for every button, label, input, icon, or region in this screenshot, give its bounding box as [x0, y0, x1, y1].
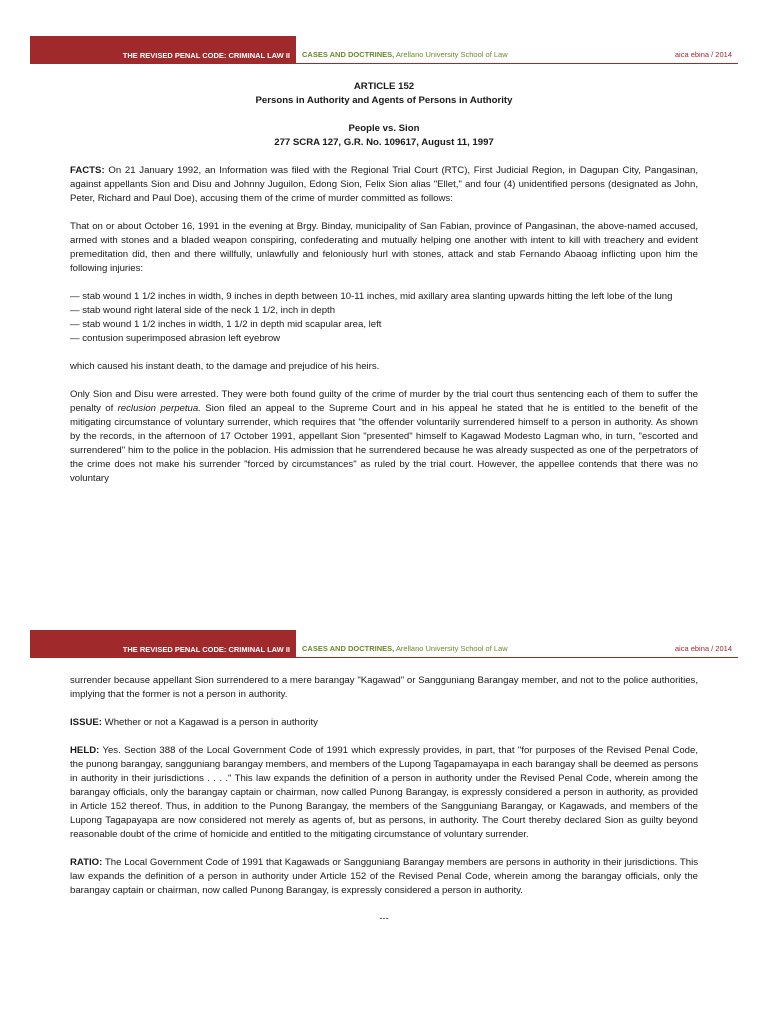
case-name: People vs. Sion	[348, 123, 420, 134]
page-header-2	[30, 630, 738, 658]
issue-paragraph: ISSUE: Whether or not a Kagawad is a person in authority	[70, 717, 318, 728]
injury-list	[70, 290, 698, 346]
list-item: — contusion superimposed abrasion left eyebrow	[70, 333, 281, 344]
article-number: ARTICLE 152	[353, 81, 415, 92]
header-course: THE REVISED PENAL CODE: CRIMINAL LAW II	[30, 36, 296, 64]
held-paragraph: HELD: Yes. Section 388 of the Local Government Code of 1991 which expressly provides, in part, that "for purposes of the Revised Penal Code, the punong barangay, sangguniang barangay members, and members of the Lupong Tagapamayapa in each barangay shall be deemed as persons in authority in their jurisdictions . . . ." This law expands the definition of a person in authority under the Revised Penal Code, wherein among the barangay officials, only the barangay captain or chairman, now called Punong Barangay, is expressly considered a person in authority, as provided in Article 152 thereof. Thus, in addition to the Punong Barangay, the members of the Sangguniang Barangay, or Kagawads, and members of the Lupong Tagapayapa are now considered not merely as agents of, but as persons, in authority. The Court thereby declared Sion as guilty beyond reasonable doubt of the crime of homicide and entitled to the mitigating circumstance of voluntary surrender.	[70, 745, 698, 840]
appeal-paragraph: Only Sion and Disu were arrested. They were both found guilty of the crime of murder by the trial court thus sentencing each of them to suffer the penalty of reclusion perpetua. Sion filed an appeal to the Supreme Court and in his appeal he stated that he is entitled to the benefit of the mitigating circumstance of voluntary surrender, which requires that "the offender voluntarily surrendered himself to a person in authority. As shown by the records, in the afternoon of 17 October 1991, appellant Sion "presented" himself to Kagawad Modesto Lagman who, in turn, "escorted and surrendered" him to the police in the poblacion. His admission that he surrendered because he was already suspected as one of the perpetrators of the crime does not make his surrender "forced by circumstances" as ruled by the trial court. However, the appellee contends that there was no voluntary	[70, 389, 698, 484]
list-item: — stab wound right lateral side of the neck 1 1/2, inch in depth	[70, 305, 336, 316]
header-source: CASES AND DOCTRINES, Arellano University School of Law	[302, 644, 508, 653]
ratio-paragraph: RATIO: The Local Government Code of 1991 that Kagawads or Sangguniang Barangay members are persons in authority in their jurisdictions. This law expands the definition of a person in authority under Article 152 of the Revised Penal Code, wherein among the barangay officials, only the barangay captain or chairman, now called Punong Barangay, is expressly considered a person in authority.	[70, 857, 698, 896]
page-header-1	[30, 36, 738, 64]
page-1-content	[70, 80, 698, 500]
list-item: — stab wound 1 1/2 inches in width, 9 inches in depth between 10-11 inches, mid axillary area slanting upwards hitting the left lobe of the lung	[70, 291, 673, 302]
header-author: aica ebina / 2014	[674, 50, 732, 59]
consequence-paragraph: which caused his instant death, to the damage and prejudice of his heirs.	[70, 361, 380, 372]
information-paragraph: That on or about October 16, 1991 in the evening at Brgy. Binday, municipality of San Fabian, province of Pangasinan, the above-named accused, armed with stones and a bladed weapon conspiring, confederating and mutually helping one another with intent to kill with treachery and evident premeditation did, then and there willfully, unlawfully and feloniously hurl with stones, attack and stab Fernando Abaoag inflicting upon him the following injuries:	[70, 221, 698, 274]
page-2-content	[70, 674, 698, 926]
header-author: aica ebina / 2014	[674, 644, 732, 653]
separator: ---	[379, 913, 389, 924]
continuation-paragraph: surrender because appellant Sion surrendered to a mere barangay "Kagawad" or Sangguniang Barangay member, and not to the police authorities, implying that the former is not a person in authority.	[70, 675, 698, 700]
facts-paragraph: FACTS: On 21 January 1992, an Information was filed with the Regional Trial Court (RTC), First Judicial Region, in Dagupan City, Pangasinan, against appellants Sion and Disu and Johnny Juguilon, Edong Sion, Felix Sion alias "Ellet," and four (4) unidentified persons (designated as John, Peter, Richard and Paul Doe), accusing them of the crime of murder committed as follows:	[70, 165, 698, 204]
list-item: — stab wound 1 1/2 inches in width, 1 1/2 in depth mid scapular area, left	[70, 319, 382, 330]
case-citation: 277 SCRA 127, G.R. No. 109617, August 11, 1997	[274, 137, 494, 148]
header-course: THE REVISED PENAL CODE: CRIMINAL LAW II	[30, 630, 296, 658]
article-title: Persons in Authority and Agents of Persons in Authority	[255, 95, 513, 106]
header-source: CASES AND DOCTRINES, Arellano University School of Law	[302, 50, 508, 59]
